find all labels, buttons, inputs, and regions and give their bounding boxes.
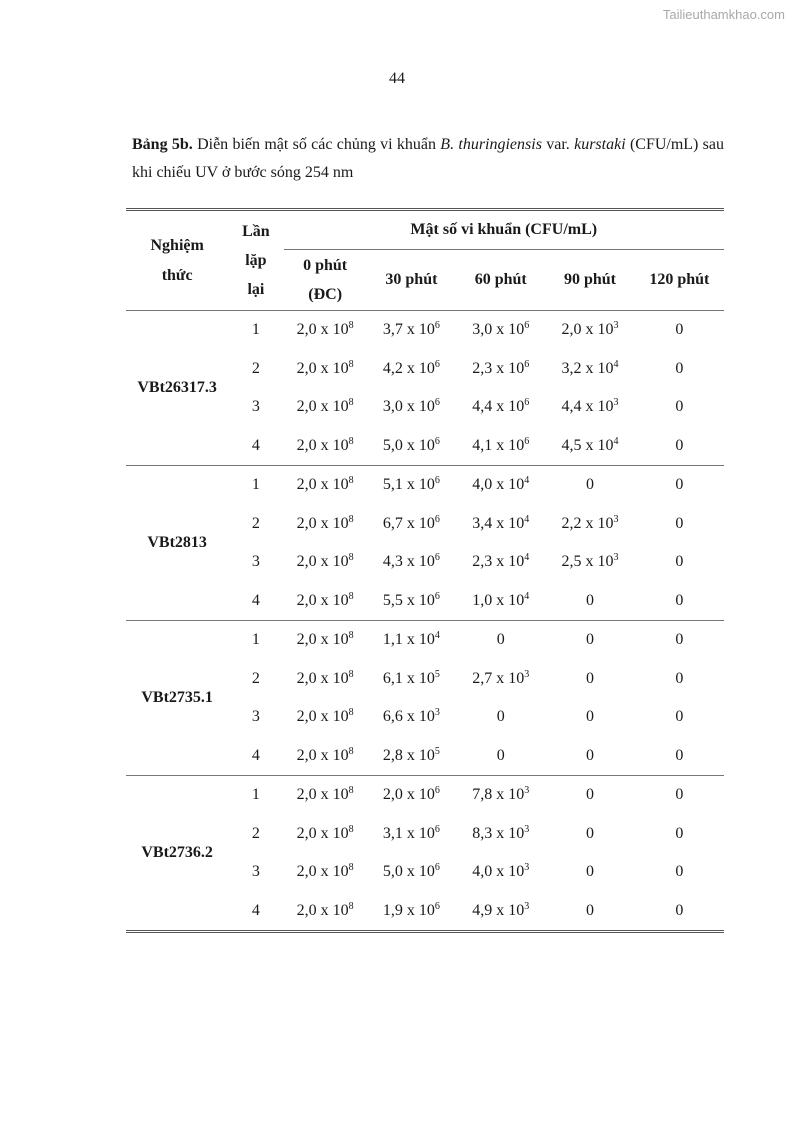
replicate-cell: 3: [251, 708, 260, 726]
density-exponent: 8: [348, 862, 354, 874]
header-treatment-line1: Nghiệm: [150, 236, 204, 254]
caption-label: Bảng 5b.: [132, 136, 193, 153]
density-cell-time-30: [367, 427, 456, 466]
replicate-cell: 2: [251, 669, 260, 687]
density-mantissa: 2,3 x 10: [472, 359, 525, 377]
density-cell-time-30: [367, 388, 456, 427]
density-cell-time-60: [456, 892, 545, 932]
density-cell-time-90: [545, 350, 634, 389]
density-cell-time-90: [545, 311, 634, 350]
density-cell-time-90: [545, 388, 634, 427]
density-mantissa: 5,1 x 10: [382, 476, 435, 494]
replicate-cell: 3: [251, 398, 260, 416]
replicate-cell: 4: [228, 427, 283, 466]
density-cell-time-60: [456, 853, 545, 892]
replicate-cell: 1: [251, 631, 260, 649]
density-mantissa: 4,0 x 10: [472, 476, 525, 494]
density-mantissa: 0: [586, 901, 594, 919]
density-mantissa: 5,5 x 10: [382, 591, 435, 609]
density-exponent: 6: [434, 475, 440, 487]
density-mantissa: 0: [496, 631, 505, 649]
density-mantissa: 4,9 x 10: [472, 901, 525, 919]
density-cell-time-30: [367, 350, 456, 389]
density-cell-time-90: [545, 853, 634, 892]
density-exponent: 4: [524, 552, 530, 564]
header-time-30: 30 phút: [367, 250, 456, 311]
density-mantissa: 4,4 x 10: [561, 398, 614, 416]
density-cell-time-0: [284, 427, 367, 466]
density-mantissa: 0: [675, 746, 684, 764]
density-mantissa: 3,0 x 10: [382, 398, 435, 416]
density-cell-time-0: [284, 543, 367, 582]
density-cell-time-30: [367, 815, 456, 854]
density-cell-time-60: [456, 737, 545, 776]
density-cell-time-30: [367, 621, 456, 660]
density-mantissa: 2,0 x 10: [296, 708, 349, 726]
header-time-0-line1: 0 phút: [303, 257, 348, 274]
density-exponent: 6: [434, 900, 440, 912]
treatment-name: VBt2736.2: [126, 776, 228, 932]
density-cell-time-30: [367, 776, 456, 815]
density-mantissa: 3,1 x 10: [382, 824, 435, 842]
density-mantissa: 3,2 x 10: [561, 359, 614, 377]
density-cell-time-120: [635, 815, 724, 854]
density-cell-time-120: [635, 582, 724, 621]
replicate-cell: 4: [228, 737, 283, 776]
density-exponent: 3: [524, 823, 530, 835]
header-time-0-line2: (ĐC): [308, 286, 343, 303]
density-mantissa: 0: [675, 901, 684, 919]
density-mantissa: 4,4 x 10: [472, 398, 525, 416]
density-cell-time-60: [456, 350, 545, 389]
density-exponent: 8: [348, 320, 354, 332]
density-mantissa: 6,7 x 10: [382, 514, 435, 532]
density-cell-time-30: [367, 543, 456, 582]
density-mantissa: 2,0 x 10: [296, 321, 349, 339]
density-mantissa: 3,4 x 10: [472, 514, 525, 532]
density-mantissa: 2,0 x 10: [296, 359, 349, 377]
density-exponent: 6: [434, 358, 440, 370]
density-cell-time-0: [284, 466, 367, 505]
density-mantissa: 0: [586, 786, 594, 804]
density-exponent: 6: [434, 397, 440, 409]
density-exponent: 8: [348, 552, 354, 564]
density-cell-time-90: [545, 698, 634, 737]
density-mantissa: 4,5 x 10: [561, 436, 614, 454]
density-mantissa: 0: [675, 359, 684, 377]
density-cell-time-60: [456, 698, 545, 737]
density-mantissa: 1,0 x 10: [472, 591, 525, 609]
density-mantissa: 2,5 x 10: [561, 553, 614, 571]
density-cell-time-30: [367, 737, 456, 776]
density-mantissa: 4,2 x 10: [382, 359, 435, 377]
density-exponent: 3: [524, 862, 530, 874]
density-mantissa: 0: [675, 553, 684, 571]
replicate-cell: 2: [251, 514, 260, 532]
density-cell-time-0: [284, 698, 367, 737]
replicate-cell: 3: [251, 863, 260, 881]
density-mantissa: 0: [675, 863, 684, 881]
density-exponent: 6: [434, 552, 440, 564]
density-mantissa: 2,0 x 10: [296, 591, 349, 609]
header-replicate-line2: lặp: [245, 252, 267, 269]
replicate-cell: 4: [228, 582, 283, 621]
treatment-name: VBt26317.3: [126, 311, 228, 466]
density-exponent: 4: [524, 513, 530, 525]
density-cell-time-90: [545, 892, 634, 932]
table-caption: [132, 131, 724, 187]
density-exponent: 4: [434, 630, 440, 642]
density-cell-time-90: [545, 466, 634, 505]
density-cell-time-0: [284, 582, 367, 621]
density-exponent: 8: [348, 900, 354, 912]
density-mantissa: 8,3 x 10: [472, 824, 525, 842]
density-mantissa: 2,2 x 10: [561, 514, 614, 532]
table-row: [126, 776, 724, 815]
header-replicate-line3: lại: [247, 281, 265, 298]
density-exponent: 6: [434, 513, 440, 525]
density-cell-time-30: [367, 505, 456, 544]
density-cell-time-0: [284, 853, 367, 892]
density-mantissa: 2,0 x 10: [296, 786, 349, 804]
density-exponent: 6: [434, 435, 440, 447]
density-cell-time-120: [635, 543, 724, 582]
density-mantissa: 2,0 x 10: [296, 514, 349, 532]
density-cell-time-0: [284, 660, 367, 699]
density-mantissa: 0: [675, 436, 684, 454]
density-cell-time-120: [635, 892, 724, 932]
header-replicate-line1: Lần: [242, 223, 270, 240]
header-time-120: 120 phút: [635, 250, 724, 311]
header-time-0: [284, 250, 367, 311]
density-mantissa: 0: [675, 476, 684, 494]
replicate-cell: 2: [251, 359, 260, 377]
density-mantissa: 2,0 x 10: [296, 631, 349, 649]
replicate-cell: 4: [228, 892, 283, 932]
density-mantissa: 3,0 x 10: [472, 321, 525, 339]
density-exponent: 4: [524, 590, 530, 602]
density-mantissa: 1,9 x 10: [382, 901, 435, 919]
replicate-cell: 1: [251, 476, 260, 494]
density-exponent: 3: [524, 785, 530, 797]
density-cell-time-30: [367, 660, 456, 699]
density-cell-time-0: [284, 621, 367, 660]
density-mantissa: 2,0 x 10: [296, 824, 349, 842]
density-cell-time-30: [367, 311, 456, 350]
header-replicate: [228, 210, 283, 311]
density-mantissa: 2,0 x 10: [296, 669, 349, 687]
density-mantissa: 0: [586, 669, 594, 687]
density-cell-time-120: [635, 776, 724, 815]
density-mantissa: 4,1 x 10: [472, 436, 525, 454]
density-exponent: 6: [434, 785, 440, 797]
density-mantissa: 0: [586, 863, 594, 881]
density-exponent: 8: [348, 823, 354, 835]
density-mantissa: 0: [586, 708, 594, 726]
header-density-group: Mật số vi khuẩn (CFU/mL): [284, 210, 725, 250]
density-cell-time-120: [635, 660, 724, 699]
density-mantissa: 3,7 x 10: [382, 321, 435, 339]
density-exponent: 3: [613, 552, 619, 564]
density-cell-time-90: [545, 505, 634, 544]
density-mantissa: 0: [675, 398, 684, 416]
density-cell-time-120: [635, 698, 724, 737]
density-mantissa: 1,1 x 10: [382, 631, 435, 649]
table-row: [126, 466, 724, 505]
replicate-cell: 2: [251, 824, 260, 842]
density-exponent: 3: [613, 397, 619, 409]
replicate-cell: 1: [251, 321, 260, 339]
density-cell-time-120: [635, 350, 724, 389]
density-mantissa: 2,0 x 10: [561, 321, 614, 339]
density-exponent: 6: [434, 590, 440, 602]
density-mantissa: 2,0 x 10: [296, 553, 349, 571]
density-cell-time-120: [635, 853, 724, 892]
density-exponent: 5: [434, 745, 440, 757]
density-cell-time-120: [635, 311, 724, 350]
header-treatment-line2: thức: [161, 266, 193, 284]
density-mantissa: 0: [586, 824, 594, 842]
density-mantissa: 0: [496, 746, 505, 764]
density-cell-time-0: [284, 815, 367, 854]
density-mantissa: 6,1 x 10: [382, 669, 435, 687]
density-exponent: 8: [348, 630, 354, 642]
density-exponent: 8: [348, 745, 354, 757]
density-mantissa: 0: [675, 786, 684, 804]
table-row: [126, 621, 724, 660]
density-cell-time-30: [367, 582, 456, 621]
density-mantissa: 2,3 x 10: [472, 553, 525, 571]
density-mantissa: 0: [675, 824, 684, 842]
density-mantissa: 0: [675, 514, 684, 532]
density-exponent: 8: [348, 668, 354, 680]
density-mantissa: 7,8 x 10: [472, 786, 525, 804]
density-exponent: 6: [434, 823, 440, 835]
density-cell-time-90: [545, 776, 634, 815]
density-exponent: 8: [348, 707, 354, 719]
density-exponent: 6: [434, 862, 440, 874]
density-cell-time-90: [545, 660, 634, 699]
density-cell-time-0: [284, 388, 367, 427]
density-exponent: 3: [524, 668, 530, 680]
density-exponent: 8: [348, 435, 354, 447]
density-mantissa: 2,0 x 10: [382, 786, 435, 804]
density-cell-time-60: [456, 543, 545, 582]
header-time-60: 60 phút: [456, 250, 545, 311]
density-mantissa: 2,0 x 10: [296, 476, 349, 494]
density-mantissa: 6,6 x 10: [382, 708, 435, 726]
density-exponent: 8: [348, 475, 354, 487]
density-mantissa: 4,0 x 10: [472, 863, 525, 881]
density-exponent: 4: [524, 475, 530, 487]
density-cell-time-60: [456, 427, 545, 466]
density-mantissa: 0: [586, 746, 594, 764]
density-mantissa: 2,0 x 10: [296, 746, 349, 764]
density-exponent: 5: [434, 668, 440, 680]
density-exponent: 6: [524, 397, 530, 409]
bacteria-density-table: [126, 208, 724, 933]
caption-subspecies: kurstaki: [574, 136, 626, 153]
density-cell-time-90: [545, 543, 634, 582]
density-mantissa: 2,0 x 10: [296, 436, 349, 454]
density-cell-time-60: [456, 815, 545, 854]
density-cell-time-60: [456, 466, 545, 505]
density-exponent: 3: [613, 513, 619, 525]
density-cell-time-60: [456, 311, 545, 350]
caption-var: var.: [541, 136, 575, 153]
density-mantissa: 2,0 x 10: [296, 863, 349, 881]
density-cell-time-0: [284, 776, 367, 815]
density-mantissa: 0: [675, 591, 684, 609]
density-cell-time-0: [284, 892, 367, 932]
header-time-90: 90 phút: [545, 250, 634, 311]
density-cell-time-90: [545, 737, 634, 776]
density-exponent: 6: [434, 320, 440, 332]
caption-text-end: (CFU/mL) sau khi chiếu UV ở bước sóng 254 nm: [132, 136, 725, 181]
caption-text: Diễn biến mật số các chủng vi khuẩn: [192, 136, 441, 153]
table-body: [126, 311, 724, 932]
density-exponent: 3: [434, 707, 440, 719]
density-exponent: 3: [524, 900, 530, 912]
density-exponent: 4: [613, 358, 619, 370]
density-exponent: 6: [524, 320, 530, 332]
density-cell-time-30: [367, 853, 456, 892]
density-mantissa: 0: [675, 669, 684, 687]
density-cell-time-30: [367, 892, 456, 932]
density-mantissa: 2,8 x 10: [382, 746, 435, 764]
density-mantissa: 2,0 x 10: [296, 901, 349, 919]
density-mantissa: 5,0 x 10: [382, 436, 435, 454]
density-cell-time-120: [635, 621, 724, 660]
density-cell-time-120: [635, 737, 724, 776]
density-cell-time-120: [635, 466, 724, 505]
density-mantissa: 4,3 x 10: [382, 553, 435, 571]
density-mantissa: 2,7 x 10: [472, 669, 525, 687]
density-cell-time-90: [545, 815, 634, 854]
page-number: 44: [389, 70, 405, 87]
density-exponent: 8: [348, 785, 354, 797]
density-cell-time-90: [545, 427, 634, 466]
density-exponent: 6: [524, 435, 530, 447]
density-exponent: 8: [348, 358, 354, 370]
header-treatment: [126, 210, 228, 311]
density-cell-time-90: [545, 582, 634, 621]
density-cell-time-30: [367, 466, 456, 505]
replicate-cell: 1: [251, 786, 260, 804]
density-mantissa: 0: [675, 708, 684, 726]
density-exponent: 8: [348, 513, 354, 525]
density-exponent: 8: [348, 397, 354, 409]
density-mantissa: 0: [675, 631, 684, 649]
density-mantissa: 0: [675, 321, 684, 339]
table-row: [126, 311, 724, 350]
density-mantissa: 5,0 x 10: [382, 863, 435, 881]
replicate-cell: 3: [251, 553, 260, 571]
caption-species: B. thuringiensis: [440, 136, 542, 153]
density-mantissa: 0: [586, 591, 594, 609]
density-exponent: 4: [613, 435, 619, 447]
density-cell-time-120: [635, 505, 724, 544]
density-cell-time-120: [635, 427, 724, 466]
density-exponent: 3: [613, 320, 619, 332]
density-mantissa: 0: [496, 708, 505, 726]
treatment-name: VBt2735.1: [126, 621, 228, 776]
density-cell-time-60: [456, 388, 545, 427]
density-cell-time-0: [284, 505, 367, 544]
density-cell-time-60: [456, 621, 545, 660]
density-cell-time-60: [456, 582, 545, 621]
density-cell-time-60: [456, 776, 545, 815]
density-cell-time-120: [635, 388, 724, 427]
density-cell-time-90: [545, 621, 634, 660]
density-cell-time-0: [284, 350, 367, 389]
density-cell-time-60: [456, 660, 545, 699]
density-mantissa: 0: [586, 476, 594, 494]
density-cell-time-60: [456, 505, 545, 544]
density-cell-time-0: [284, 311, 367, 350]
treatment-name: VBt2813: [126, 466, 228, 621]
density-exponent: 6: [524, 358, 530, 370]
density-mantissa: 2,0 x 10: [296, 398, 349, 416]
watermark: Tailieuthamkhao.com: [662, 7, 785, 22]
density-exponent: 8: [348, 590, 354, 602]
density-mantissa: 0: [586, 631, 594, 649]
density-cell-time-30: [367, 698, 456, 737]
density-cell-time-0: [284, 737, 367, 776]
